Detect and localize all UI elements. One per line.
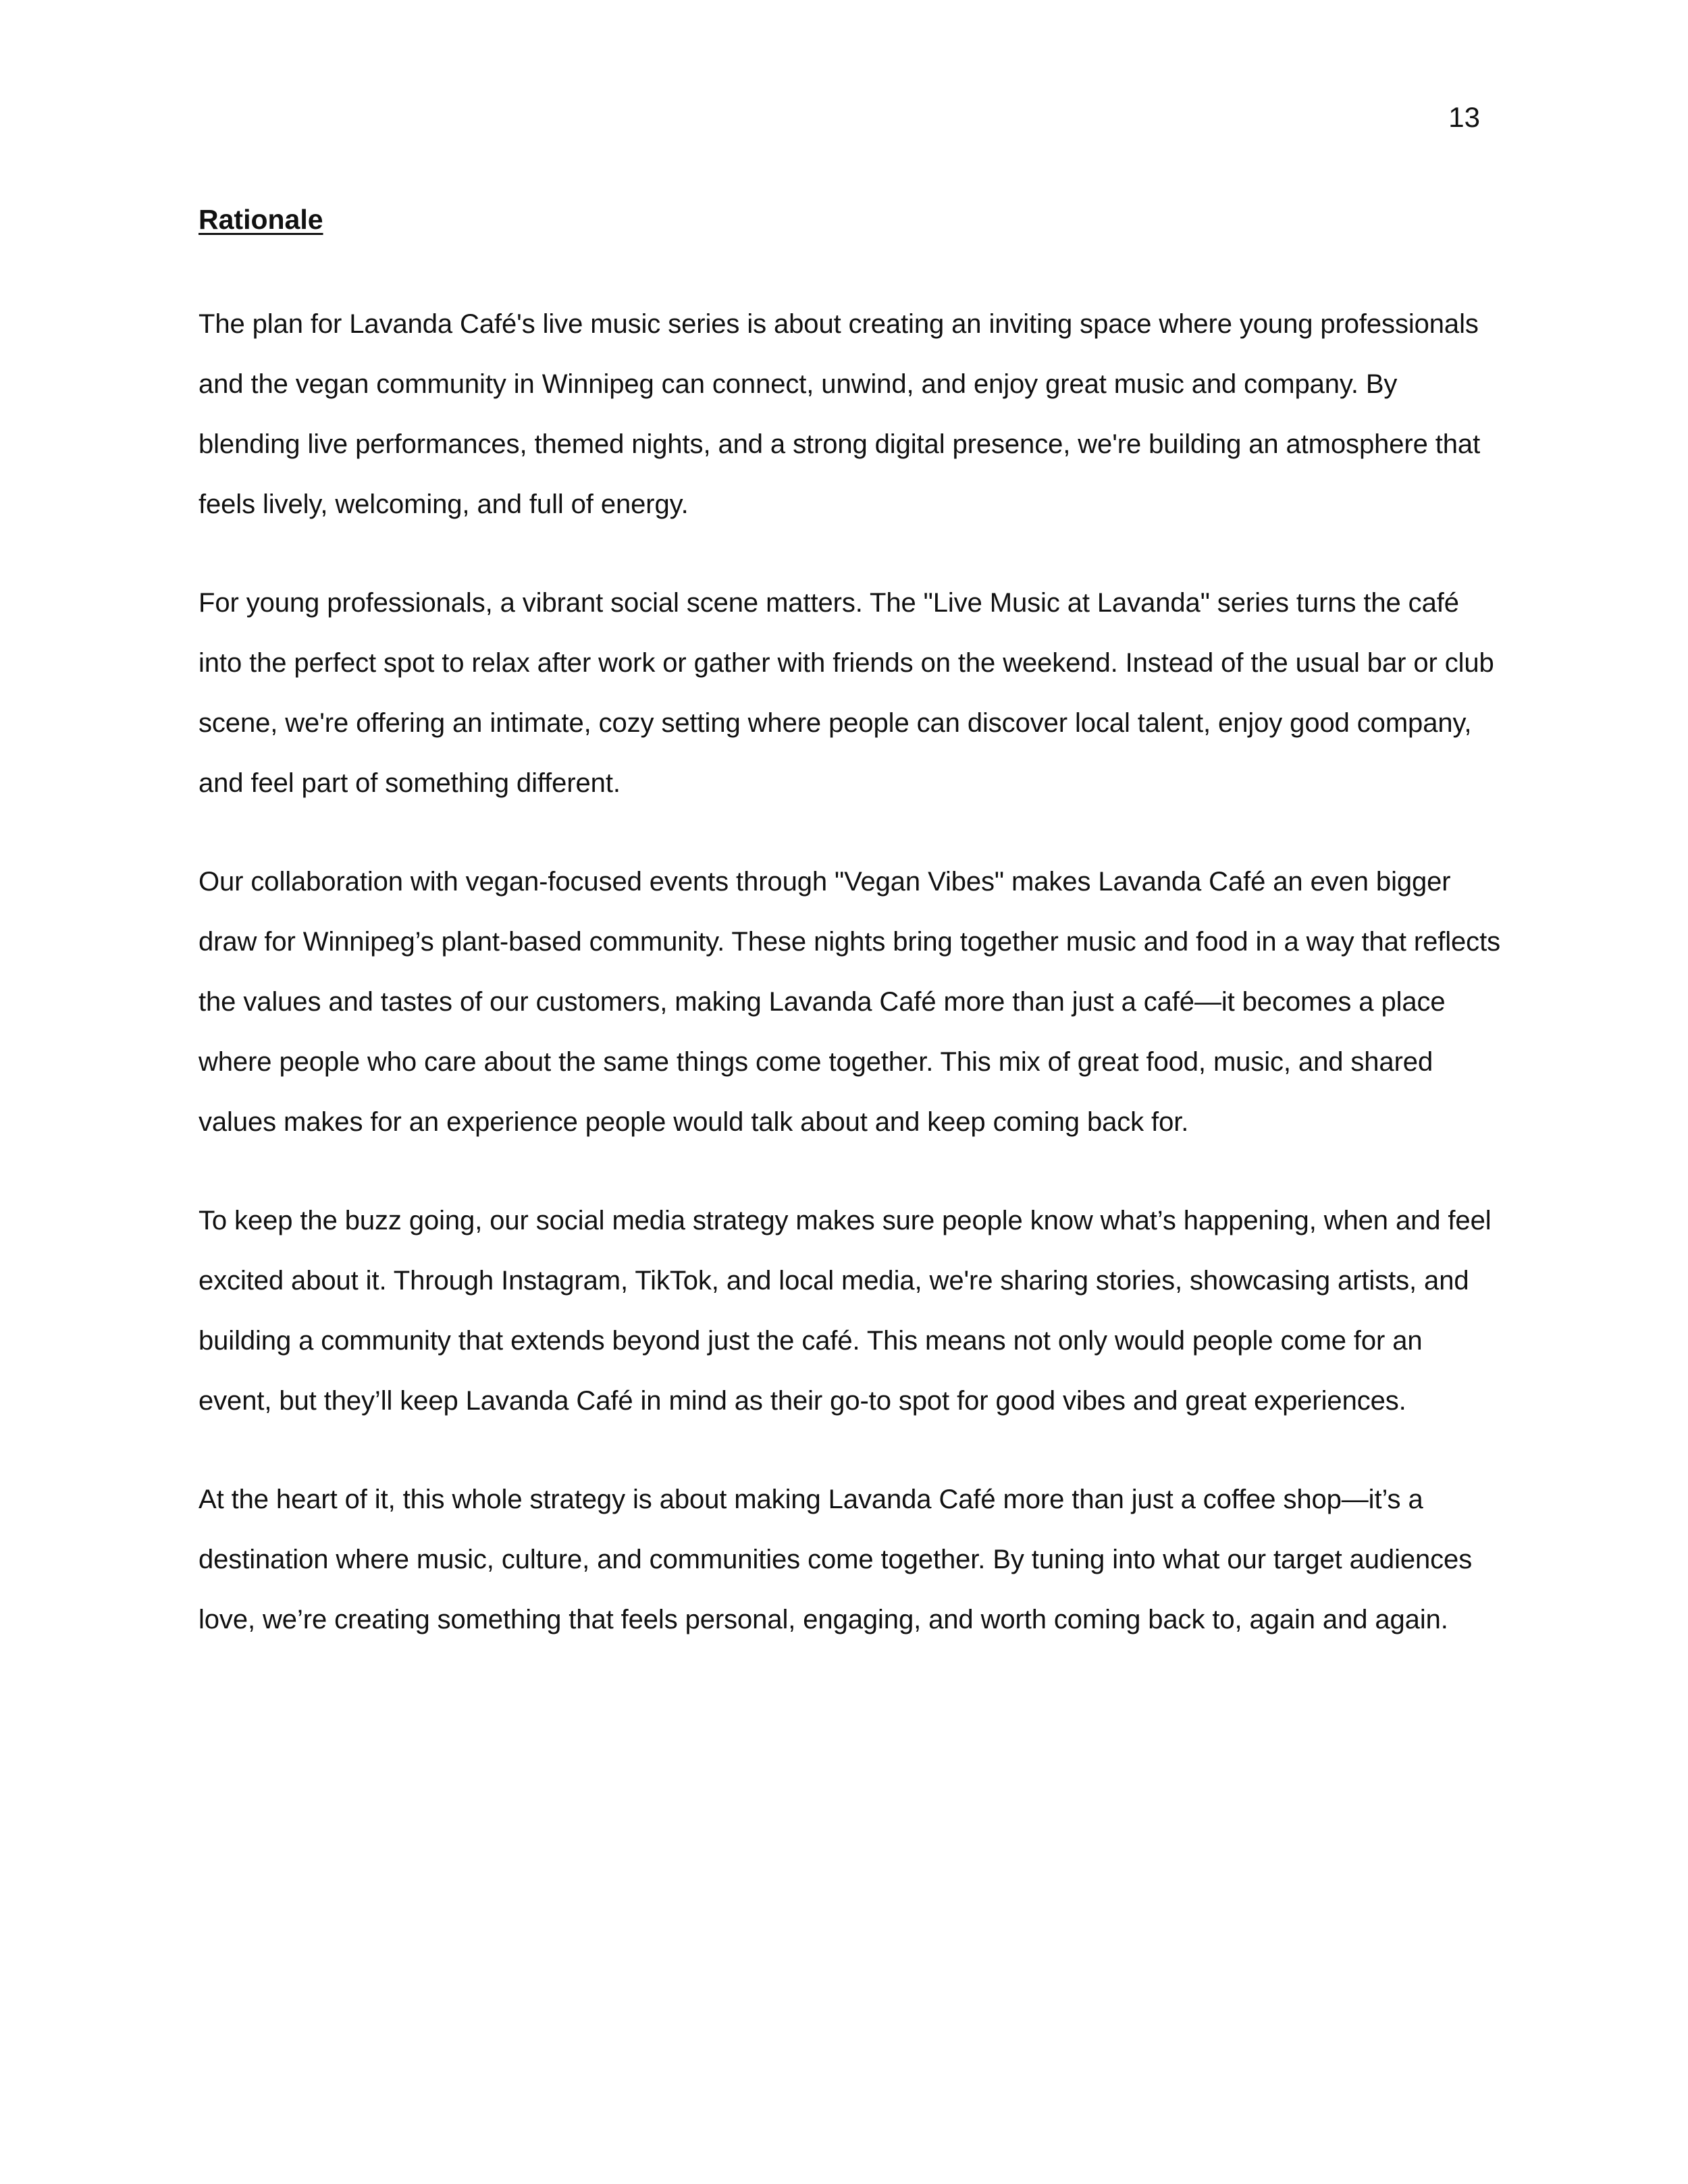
page-number: 13 — [1448, 101, 1480, 133]
paragraph-social-media: To keep the buzz going, our social media strategy makes sure people know what’s happening, when and feel excited about it. Through Instagram, TikTok, and local media, we're sharing stories, showcasing artists, and building a community that extends beyond just the café. This means not only would people come for an event, but they’ll keep Lavanda Café in mind as their go-to spot for good vibes and great experiences. — [199, 1206, 1492, 1416]
paragraph-conclusion: At the heart of it, this whole strategy is about making Lavanda Café more than just a coffee shop—it’s a destination where music, culture, and communities come together. By tuning into what our target audiences love, we’re creating something that feels personal, engaging, and worth coming back to, again and again. — [199, 1485, 1473, 1634]
paragraph-young-professionals: For young professionals, a vibrant social scene matters. The "Live Music at Lavanda" series turns the café into the perfect spot to relax after work or gather with friends on the weekend. Instead of the usual bar or club scene, we're offering an intimate, cozy setting where people can discover local talent, enjoy good company, and feel part of something different. — [199, 588, 1494, 798]
paragraph-intro: The plan for Lavanda Café's live music series is about creating an inviting space where young professionals and the vegan community in Winnipeg can connect, unwind, and enjoy great music and company. By blending live performances, themed nights, and a strong digital presence, we're building an atmosphere that feels lively, welcoming, and full of energy. — [199, 309, 1481, 519]
section-heading: Rationale — [199, 204, 323, 235]
paragraph-vegan-community: Our collaboration with vegan-focused events through "Vegan Vibes" makes Lavanda Café an even bigger draw for Winnipeg’s plant-based community. These nights bring together music and food in a way that reflects the values and tastes of our customers, making Lavanda Café more than just a café—it becomes a place where people who care about the same things come together. This mix of great food, music, and shared values makes for an experience people would talk about and keep coming back for. — [199, 867, 1500, 1137]
document-body — [199, 196, 1502, 1688]
